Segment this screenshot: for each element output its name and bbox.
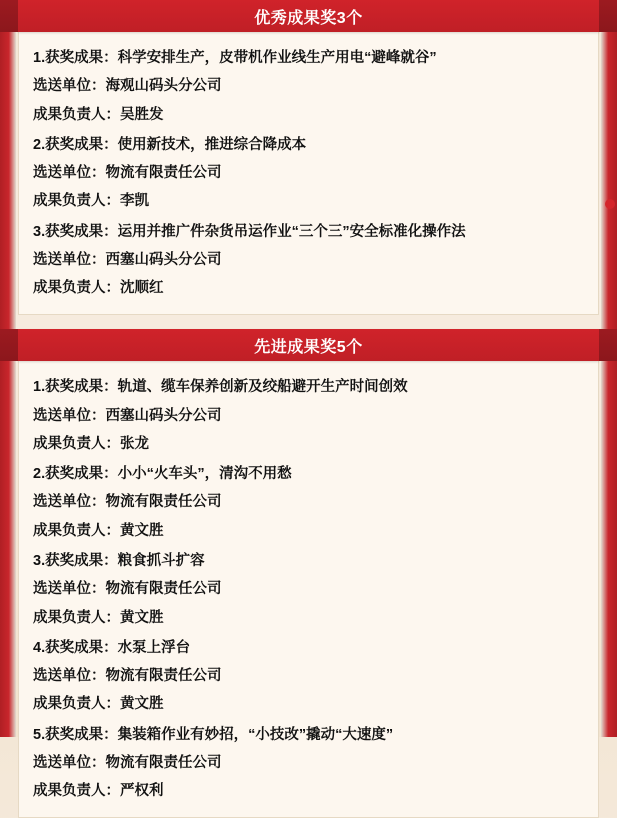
unit-line — [33, 575, 584, 603]
achievement-label: 3.获奖成果： — [33, 223, 118, 240]
unit-value: 海观山码头分公司 — [105, 78, 222, 95]
achievement-label: 3.获奖成果： — [33, 552, 118, 569]
unit-line — [33, 662, 584, 690]
achievement-value: 集装箱作业有妙招，“小技改”撬动“大速度” — [117, 726, 394, 743]
unit-line — [33, 488, 584, 516]
owner-line — [33, 517, 584, 545]
achievement-value: 科学安排生产，皮带机作业线生产用电“避峰就谷” — [117, 50, 437, 66]
unit-label: 选送单位： — [33, 581, 106, 598]
unit-value: 物流有限责任公司 — [105, 668, 222, 685]
award-entry — [33, 547, 584, 632]
unit-label: 选送单位： — [33, 251, 106, 268]
owner-value: 黄文胜 — [120, 696, 164, 713]
section-entries — [18, 32, 599, 315]
section-title-text: 优秀成果奖3个 — [254, 9, 363, 27]
unit-label: 选送单位： — [33, 165, 106, 182]
achievement-line — [33, 44, 584, 72]
achievement-label: 2.获奖成果： — [33, 466, 118, 483]
owner-line — [33, 604, 584, 632]
owner-label: 成果负责人： — [33, 435, 120, 452]
left-decorative-band — [0, 0, 16, 737]
achievement-value: 小小“火车头”，清沟不用愁 — [117, 466, 292, 483]
unit-line — [33, 402, 584, 430]
owner-label: 成果负责人： — [33, 193, 120, 210]
achievement-line — [33, 218, 584, 246]
owner-label: 成果负责人： — [33, 609, 120, 626]
owner-line — [33, 187, 584, 215]
owner-line — [33, 690, 584, 718]
award-entry — [33, 44, 584, 129]
section-title-banner — [18, 0, 599, 32]
unit-value: 物流有限责任公司 — [105, 754, 222, 771]
owner-label: 成果负责人： — [33, 280, 120, 297]
achievement-value: 使用新技术，推进综合降成本 — [117, 136, 307, 153]
owner-value: 李凯 — [120, 193, 149, 210]
award-entry — [33, 218, 584, 303]
unit-value: 物流有限责任公司 — [105, 581, 222, 598]
owner-value: 严权利 — [120, 783, 164, 800]
unit-value: 西塞山码头分公司 — [105, 407, 222, 424]
owner-value: 黄文胜 — [120, 609, 164, 626]
owner-line — [33, 101, 584, 129]
award-entry — [33, 721, 584, 806]
achievement-label: 2.获奖成果： — [33, 136, 118, 153]
award-entry — [33, 373, 584, 458]
achievement-line — [33, 634, 584, 662]
achievement-label: 4.获奖成果： — [33, 639, 118, 656]
owner-line — [33, 777, 584, 805]
achievement-value: 粮食抓斗扩容 — [117, 552, 205, 569]
unit-line — [33, 159, 584, 187]
achievement-line — [33, 460, 584, 488]
owner-value: 沈顺红 — [120, 280, 164, 297]
unit-value: 物流有限责任公司 — [105, 494, 222, 511]
unit-label: 选送单位： — [33, 668, 106, 685]
unit-label: 选送单位： — [33, 494, 106, 511]
owner-label: 成果负责人： — [33, 522, 120, 539]
achievement-line — [33, 721, 584, 749]
award-section-outstanding — [18, 0, 599, 315]
unit-line — [33, 72, 584, 100]
achievement-label: 5.获奖成果： — [33, 726, 118, 743]
unit-value: 西塞山码头分公司 — [105, 251, 222, 268]
achievement-label: 1.获奖成果： — [33, 379, 118, 396]
unit-line — [33, 749, 584, 777]
owner-label: 成果负责人： — [33, 106, 120, 123]
award-entry — [33, 634, 584, 719]
owner-value: 张龙 — [120, 435, 149, 452]
unit-label: 选送单位： — [33, 754, 106, 771]
section-title-banner — [18, 329, 599, 361]
section-title-text: 先进成果奖5个 — [254, 338, 363, 356]
owner-line — [33, 430, 584, 458]
achievement-line — [33, 547, 584, 575]
achievement-value: 轨道、缆车保养创新及绞船避开生产时间创效 — [117, 379, 408, 396]
owner-value: 吴胜发 — [120, 106, 164, 123]
owner-value: 黄文胜 — [120, 522, 164, 539]
section-entries — [18, 361, 599, 818]
achievement-line — [33, 131, 584, 159]
achievement-value: 运用并推广件杂货吊运作业“三个三”安全标准化操作法 — [117, 223, 466, 240]
unit-line — [33, 246, 584, 274]
achievement-label: 1.获奖成果： — [33, 50, 118, 66]
unit-label: 选送单位： — [33, 407, 106, 424]
right-decorative-band — [601, 0, 617, 737]
owner-label: 成果负责人： — [33, 783, 120, 800]
award-section-advanced — [18, 329, 599, 818]
right-edge-dot-icon — [605, 199, 615, 209]
unit-label: 选送单位： — [33, 78, 106, 95]
owner-label: 成果负责人： — [33, 696, 120, 713]
award-entry — [33, 460, 584, 545]
owner-line — [33, 274, 584, 302]
section-gap — [18, 319, 599, 329]
unit-value: 物流有限责任公司 — [105, 165, 222, 182]
award-entry — [33, 131, 584, 216]
content-area — [18, 0, 599, 818]
achievement-line — [33, 373, 584, 401]
achievement-value: 水泵上浮台 — [117, 639, 191, 656]
